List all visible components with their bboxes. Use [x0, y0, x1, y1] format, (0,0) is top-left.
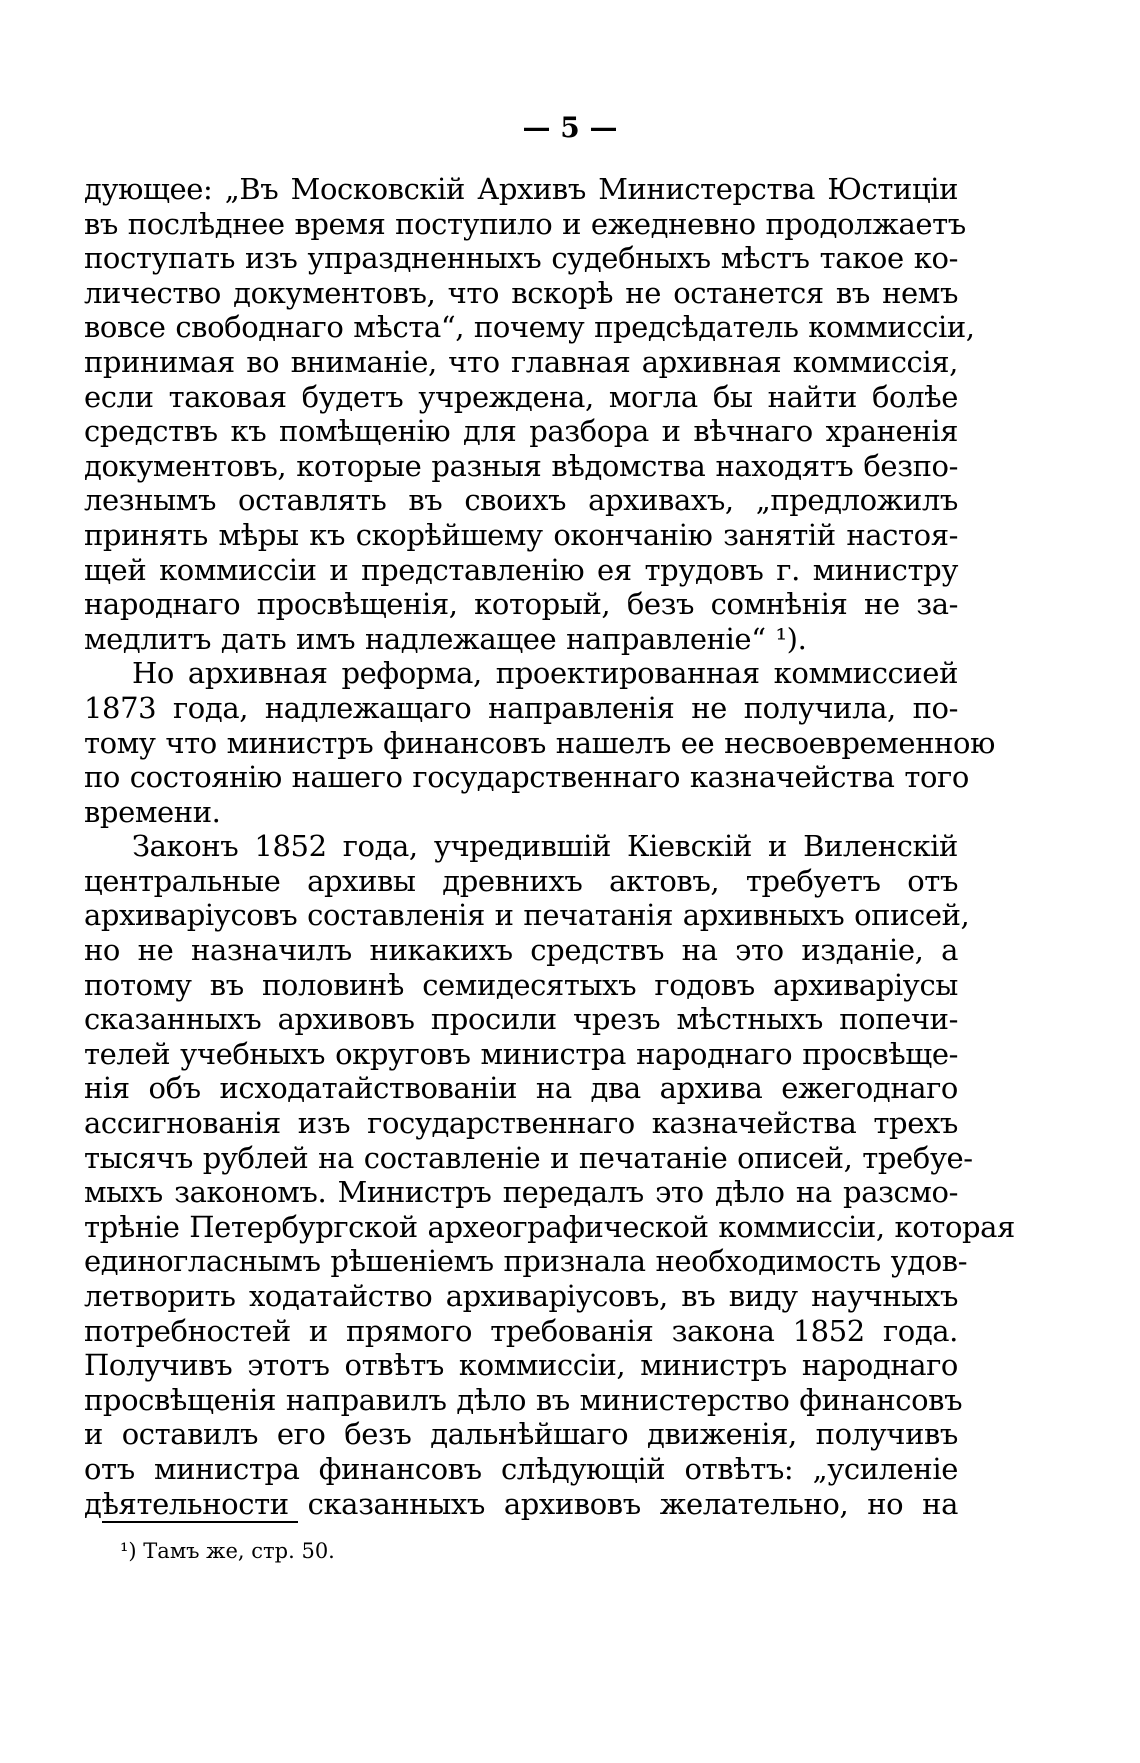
text-line: документовъ, которые разныя вѣдомства находятъ безпо- — [84, 448, 958, 483]
text-line: летворить ходатайство архиваріусовъ, въ виду научныхъ — [84, 1279, 958, 1313]
text-line: принимая во вниманіе, что главная архивная коммиссія, — [84, 344, 958, 379]
text-line: дѣятельности сказанныхъ архивовъ желательно, но на — [84, 1486, 958, 1521]
text-line: но не назначилъ никакихъ средствъ на это изданіе, а — [84, 933, 958, 968]
text-line: личество документовъ, что вскорѣ не останется въ немъ — [84, 275, 958, 310]
page-number: — 5 — — [522, 111, 618, 144]
text-line: тому что министръ финансовъ нашелъ ее несвоевременною — [84, 725, 995, 760]
text-line: мыхъ закономъ. Министръ передалъ это дѣло на разсмо- — [84, 1175, 958, 1210]
text-line: щей коммиссіи и представленію ея трудовъ г. министру — [84, 552, 958, 587]
text-line: средствъ къ помѣщенію для разбора и вѣчнаго храненія — [84, 414, 958, 449]
text-line: если таковая будетъ учреждена, могла бы найти болѣе — [84, 379, 958, 414]
text-line: принять мѣры къ скорѣйшему окончанію занятій настоя- — [84, 517, 958, 552]
text-line: медлитъ дать имъ надлежащее направленіе“ ¹). — [84, 621, 807, 656]
text-line: просвѣщенія направилъ дѣло въ министерство финансовъ — [84, 1382, 963, 1417]
text-line: вовсе свободнаго мѣста“, почему предсѣдатель коммиссіи, — [84, 310, 975, 345]
text-line: 1873 года, надлежащаго направленія не получила, по- — [84, 690, 958, 725]
text-line: народнаго просвѣщенія, который, безъ сомнѣнія не за- — [84, 587, 958, 622]
footnote: ¹) Тамъ же, стр. 50. — [120, 1539, 335, 1563]
text-line: времени. — [84, 794, 221, 829]
text-line: архиваріусовъ составленія и печатанія архивныхъ описей, — [84, 898, 970, 933]
text-line: поступать изъ упраздненныхъ судебныхъ мѣстъ такое ко- — [84, 241, 958, 276]
text-line: ассигнованія изъ государственнаго казначейства трехъ — [84, 1106, 958, 1141]
footnote-divider — [102, 1521, 298, 1523]
text-line: отъ министра финансовъ слѣдующій отвѣтъ: „усиленіе — [84, 1451, 958, 1486]
text-line: телей учебныхъ округовъ министра народнаго просвѣще- — [84, 1036, 958, 1071]
text-line: сказанныхъ архивовъ просили чрезъ мѣстныхъ попечи- — [84, 1002, 958, 1037]
text-line: потому въ половинѣ семидесятыхъ годовъ архиваріусы — [84, 967, 958, 1002]
text-line: Но архивная реформа, проектированная коммиссией — [132, 656, 958, 691]
text-line: въ послѣднее время поступило и ежедневно продолжаетъ — [84, 206, 966, 241]
text-line: единогласнымъ рѣшеніемъ признала необходимость удов- — [84, 1244, 968, 1279]
text-line: и оставилъ его безъ дальнѣйшаго движенія, получивъ — [84, 1417, 958, 1452]
text-line: центральные архивы древнихъ актовъ, требуетъ отъ — [84, 863, 958, 898]
body-text — [84, 172, 1015, 1521]
text-line: трѣніе Петербургской археографической коммиссіи, которая — [84, 1209, 1015, 1244]
text-line: Законъ 1852 года, учредившій Кіевскій и Виленскій — [132, 829, 958, 864]
text-line: по состоянію нашего государственнаго казначейства того — [84, 760, 969, 795]
text-line: Получивъ этотъ отвѣтъ коммиссіи, министръ народнаго — [84, 1348, 958, 1383]
text-line: тысячъ рублей на составленіе и печатаніе описей, требуе- — [84, 1140, 973, 1175]
text-line: дующее: „Въ Московскій Архивъ Министерства Юстиціи — [84, 172, 958, 206]
text-line: потребностей и прямого требованія закона 1852 года. — [84, 1313, 958, 1348]
text-line: лезнымъ оставлять въ своихъ архивахъ, „предложилъ — [84, 483, 958, 518]
text-line: нія объ исходатайствованіи на два архива ежегоднаго — [84, 1071, 958, 1106]
